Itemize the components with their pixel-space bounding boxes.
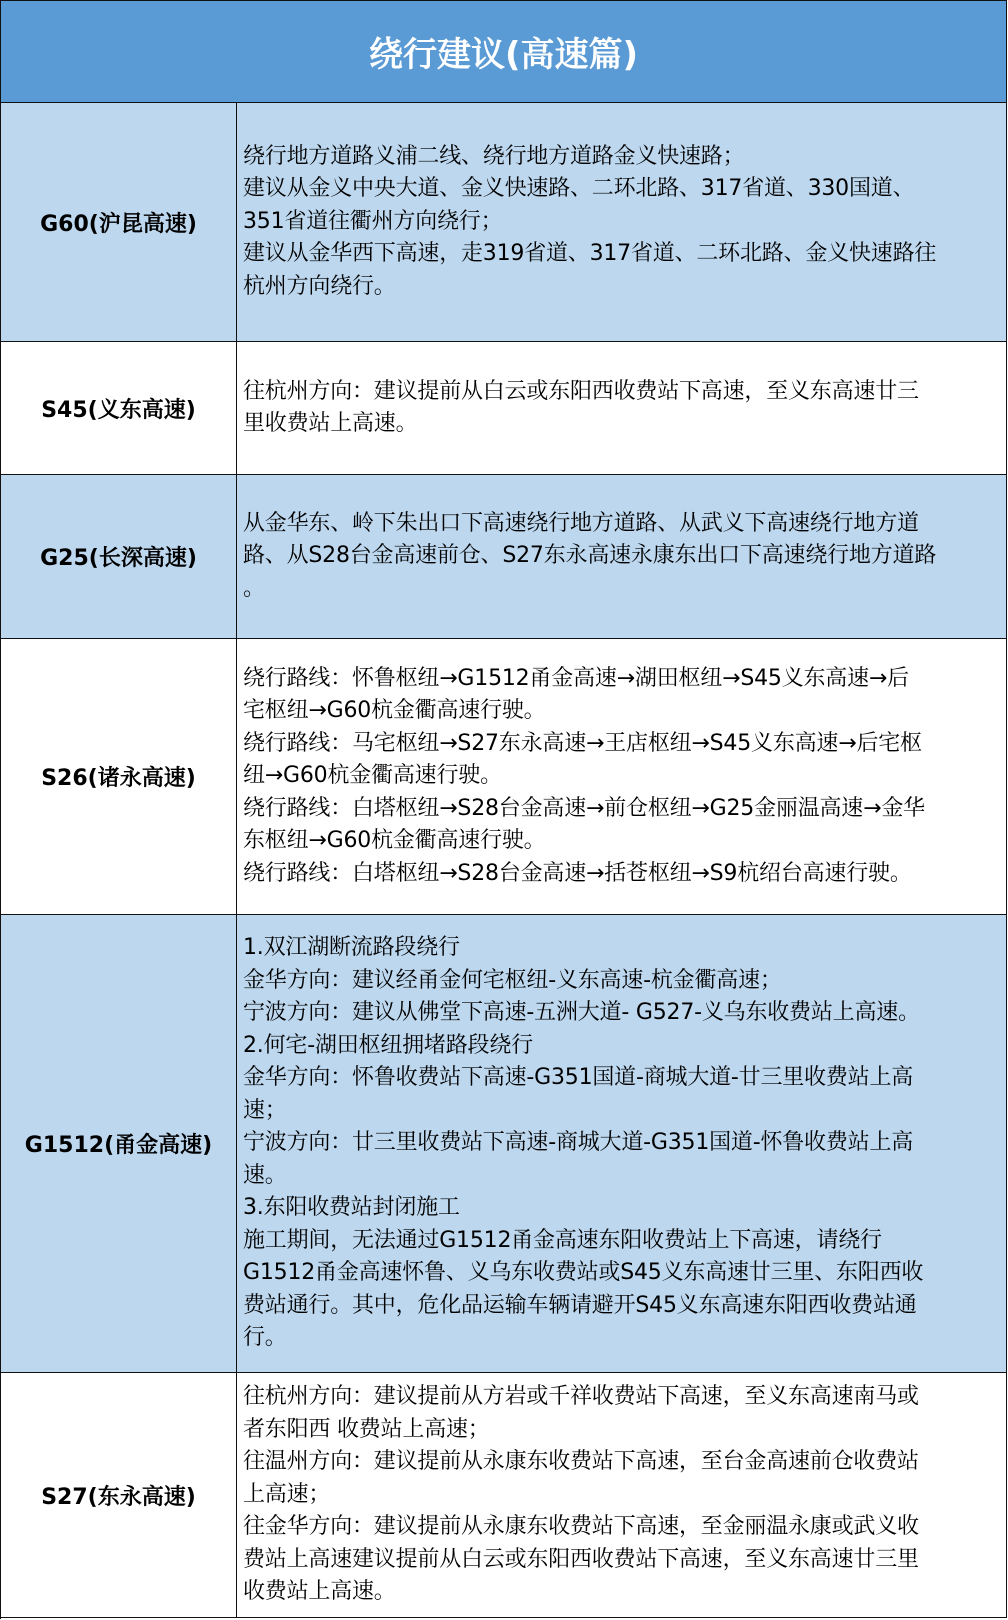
advice-line: 路、从S28台金高速前仓、S27东永高速永康东出口下高速绕行地方道路	[243, 543, 937, 569]
advice-line: 者东阳西 收费站上高速；	[243, 1416, 490, 1442]
advice-line: 费站上高速建议提前从白云或东阳西收费站下高速，至义东高速廿三里	[243, 1546, 919, 1572]
advice-line: 金华方向：怀鲁收费站下高速-G351国道-商城大道-廿三里收费站上高	[243, 1065, 914, 1091]
advice-line: 上高速；	[243, 1481, 331, 1507]
advice-line: 绕行路线：马宅枢纽→S27东永高速→王店枢纽→S45义东高速→后宅枢	[243, 730, 922, 756]
detour-advice-cell	[237, 915, 1007, 1373]
advice-line: 里收费站上高速。	[243, 411, 418, 436]
advice-line: 往金华方向：建议提前从永康东收费站下高速，至金丽温永康或武义收	[243, 1514, 919, 1540]
advice-line: 往杭州方向：建议提前从白云或东阳西收费站下高速，至义东高速廿三	[243, 378, 919, 404]
advice-line: 建议从金华西下高速，走319省道、317省道、二环北路、金义快速路往	[243, 241, 937, 267]
advice-line: 宅枢纽→G60杭金衢高速行驶。	[243, 698, 546, 724]
advice-line: 速。	[243, 1162, 287, 1188]
advice-line: 从金华东、岭下朱出口下高速绕行地方道路、从武义下高速绕行地方道	[243, 510, 919, 536]
advice-lines	[243, 663, 1000, 891]
advice-line: 351省道往衢州方向绕行；	[243, 208, 503, 234]
detour-advice-cell	[237, 103, 1007, 342]
advice-line: 。	[243, 575, 265, 601]
advice-line: 纽→G60杭金衢高速行驶。	[243, 763, 502, 789]
detour-advice-cell	[237, 1373, 1007, 1618]
advice-line: 施工期间，无法通过G1512甬金高速东阳收费站上下高速，请绕行	[243, 1227, 882, 1253]
advice-line: 绕行路线：怀鲁枢纽→G1512甬金高速→湖田枢纽→S45义东高速→后	[243, 665, 909, 691]
advice-line: 绕行路线：白塔枢纽→S28台金高速→前仓枢纽→G25金丽温高速→金华	[243, 795, 925, 821]
advice-line: 收费站上高速。	[243, 1579, 396, 1605]
advice-line: 往温州方向：建议提前从永康东收费站下高速，至台金高速前仓收费站	[243, 1449, 919, 1475]
advice-lines	[243, 376, 1000, 441]
detour-advice-cell	[237, 342, 1007, 475]
road-name-cell: S45(义东高速)	[1, 342, 237, 475]
table-title: 绕行建议(高速篇)	[1, 1, 1007, 103]
advice-lines	[243, 1381, 1000, 1609]
road-name-cell: S26(诸永高速)	[1, 639, 237, 915]
advice-lines	[243, 508, 1000, 606]
advice-line: 金华方向：建议经甬金何宅枢纽-义东高速-杭金衢高速；	[243, 967, 782, 993]
advice-line: 1.双江湖断流路段绕行	[243, 935, 460, 961]
advice-line: 行。	[243, 1325, 287, 1351]
advice-line: 宁波方向：建议从佛堂下高速-五洲大道- G527-义乌东收费站上高速。	[243, 1000, 920, 1026]
advice-lines	[243, 141, 1000, 304]
advice-line: 杭州方向绕行。	[243, 273, 396, 299]
advice-line: 绕行地方道路义浦二线、绕行地方道路金义快速路；	[243, 143, 745, 169]
detour-advice-cell	[237, 639, 1007, 915]
road-name-cell: G60(沪昆高速)	[1, 103, 237, 342]
advice-line: 绕行路线：白塔枢纽→S28台金高速→括苍枢纽→S9杭绍台高速行驶。	[243, 860, 912, 886]
advice-line: 2.何宅-湖田枢纽拥堵路段绕行	[243, 1032, 533, 1058]
advice-line: 速；	[243, 1097, 287, 1123]
advice-line: 往杭州方向：建议提前从方岩或千祥收费站下高速，至义东高速南马或	[243, 1384, 919, 1410]
road-name-cell: S27(东永高速)	[1, 1373, 237, 1618]
advice-line: 3.东阳收费站封闭施工	[243, 1195, 460, 1221]
road-name-cell: G25(长深高速)	[1, 475, 237, 639]
advice-line: 建议从金义中央大道、金义快速路、二环北路、317省道、330国道、	[243, 176, 915, 202]
advice-line: 东枢纽→G60杭金衢高速行驶。	[243, 828, 546, 854]
advice-line: G1512甬金高速怀鲁、义乌东收费站或S45义东高速廿三里、东阳西收	[243, 1260, 924, 1286]
detour-advice-cell	[237, 475, 1007, 639]
advice-line: 宁波方向：廿三里收费站下高速-商城大道-G351国道-怀鲁收费站上高	[243, 1130, 914, 1156]
advice-line: 费站通行。其中，危化品运输车辆请避开S45义东高速东阳西收费站通	[243, 1292, 917, 1318]
road-name-cell: G1512(甬金高速)	[1, 915, 237, 1373]
advice-lines	[243, 932, 1000, 1355]
